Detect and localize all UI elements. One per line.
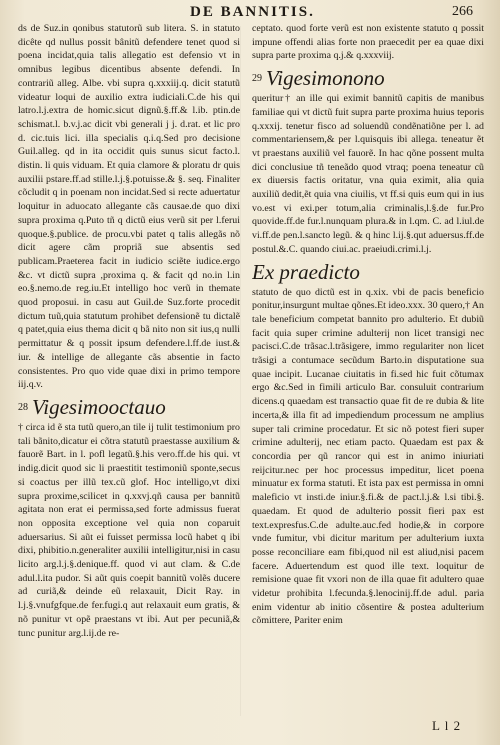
paragraph-continued: ds de Suz.in qonibus statutorũ sub litera. S. in statuto dicête qd nullus possit bânitũ defendere tenet quod si poena incidat,quia talis allegatio est defensio vt in omnibus legibus dicentibus absente defendi. In contrariũ alleg. Albe. vbi supra q.xxxiij.q. dicit statutũ videatur loqui de auxilio extra iudiciali.C.de his qui latro.l.j.extra de homic.sicut dignũ.§.ff.& l.ib. ptin.de schismat.l. b.v.j.ac dicit vbi generali j j. d.rat. et lic pro d. cic.tuis lici. illa specialis q.i.q.Sed pro decisione Guil.alleg. qd in ita occidit quis sunus sicut facto.l. distin. li quis viduam. Et quia clamore & ploratu dr quis auxilii pstare.ff.ad stille.l.j.§.potuisse.& §. seq. Finaliter cõcludit q in poenam non incidat.Sed si recte aduertatur loquitur in aduocato allegante cãs causae.de quo dixi supra proxima q.Puto tñ q dictũ eius verũ sit per l.ferui quoque.§.publice. de procu.vbi patet q talis allegãs nõ dicit agere cãm propriã sue absentis sed publicam.Praeterea facit in iudicio sciẽte iudice.ergo &c. vt dictũ supra ,proxima q. & facit qd no.in l.in eo.§.nemo.de reg.iu.Et intelligo hoc verũ in themate quod proposui. in casu aut Guil.de Suz.forte procedit dictum tuũ,quia statutum prohibet defensionẽ tu dictalẽ q patet,quia eius thema dicit q bã nito non sit ius,q nulli permittatur & q possit ipsum defendere.l.ff.de iust.& iur. & intellige de allegante cãs absentie in facto consistentes. Pro quo vide quae dixi in primo tempore iij.q.v.: [18, 23, 240, 391]
section-28-text: † circa id ẽ sta tutũ quero,an tile ij tulit testimonium pro tali bãnito,dicatur ei cõtra statutũ praestasse auxilium & fauorẽ Bart. in l. pofl legatũ.§.his vero.ff.de his qui. vt indig.dicit quod sic li praestitit testimoniũ sponte,secus si coactus per illũ tex.cũ glof. Hoc intelligo,vt dixi supra proxime,scilicet in q.xxvj.qñ causa per bannitũ agitata non erat ei permissa,sed forte admissus fuerat non opposita exceptione vel quia non coparuit aduersarius. Si aũt ei fuisset permissa locũ habet q ibi dixi, phibitio.n.generaliter auxilii intelligitur,nisi in casu licito arg.l.j.§.denique.ff. quod vi aut clam. & C.de adul.l.ita pudor. Si aũt quis coepit bannitũ volẽs ducere ad curiã,& deinde eũ relaxauit, Dicit Ray. in l.j.§.vnufgfque.de fer.fugi.q aut relaxauit eum gratis, & nõ punitur vt opẽ praestans vt ibi. Aut per pecuniã,& tunc punitur arg.l.ij.de re-: [18, 421, 240, 639]
expraedicto-initial-words: Ex praedicto: [252, 259, 360, 284]
expraedicto-heading: [252, 260, 484, 285]
paragraph-continued-right: ceptato. quod forte verũ est non existente statuto q possit impune offendi alias forte non praecedit per ea quae dixi supra parte proxima q.j.& q.xxxviij.: [252, 23, 484, 62]
right-column: [252, 22, 484, 712]
left-column: [18, 22, 240, 712]
page-header: [0, 4, 500, 22]
section-29-heading: [252, 66, 484, 91]
expraedicto-text: [252, 286, 484, 629]
column-gutter: [240, 26, 241, 716]
section-30-text: quero,† An tale beneficium competat bannito pro adulterio. Et dubiũ facit quia super crimine adulterij non licet transigi nec pacisci.C.de trãsac.l.trãsigere, immo regulariter non licet trãsigi a contumace secũdum Barto.in disputatione sua quae incipit. Lucanae ciuitatis in fi.sed hic fuit cõtumax ergo &c.Sed in fimili articulo Bar. consuluit contrarium dicens.q quaedam est transactio quae fit de re dubia & lite incerta,& illa fit ad impediendum processum ne amplius super tali crimine procedatur. Et sic nõ potest fieri super crimine adulterij, nec etiam pacto. Quaedam est pax & concordia per qũ rancor qui est in animo iniuriati reijcitur.nec per hoc processus impeditur, licet poena minuatur ex forma statuti. Et ista pax est permissa in omni maleficio vt insti.de iniur.§.fi.& de pact.l.j.& l.si tibi.§. quaedam. Et quod de adulterio possit fieri pax est text.expresfus.C.de adulte.auc.fed hodie,& in corpore vnde fumitur, vbi dicitur maritum per adulterium iuxta posse reconciliare eam fibi,quod nil est aliud,nisi pacem facere. Aduertendum est quod ille text. loquitur de remisione quae fit vxori non de illa quae fit adultero quae videtur prohibita l.fecunda.§.lenocinij.ff.de adul. paria enim videntur ab initio cõsentire & postea adulterium cõmittere, Pariter enim: [252, 300, 484, 627]
signature-mark: L l 2: [432, 718, 462, 733]
section-29-text: queritur† an ille qui eximit bannitũ capitis de manibus familiae qui vt dictũ fuit supra parte proxima huius teporis q.xxxij. tenetur fisco ad soluendũ condẽnatiõne per l. ad commentariensem,& per l.quisquis ibi allega. teneatur ẽt vt praestans auxiliũ vel fauorẽ. In hac qõne possent multa dici conclusiue tñ teneãdo quod vtraq; poena teneatur cũ ex diuersis factis oritatur, vna quia eximit, alia quia auxiliũ dedit,ẽt quia vna ciuilis, vt ff.si quis eum qui in ius vo.est vi exi.per totum,alia criminalis,l.§.de fur.Pro quovide.ff.de fur.l.nunquam plura.& in l.qm. C. ad l.iul.de vi.ff.de pen.l.sancto legũ. & q hinc l.ij.§.qut aduersus.ff.de postul.&.C. quando ciui.ac. praeiudi.crimi.l.j.: [252, 93, 484, 255]
section-28-number: 28: [18, 401, 28, 413]
section-29-number: 29: [252, 73, 262, 85]
section-28-initial-word: Vigesimooctauo: [32, 394, 166, 419]
section-30-number: 30: [427, 300, 438, 312]
running-title: DE BANNITIS.: [190, 4, 315, 20]
section-28-heading: [18, 395, 240, 420]
folio-number: 266: [452, 4, 473, 19]
section-29-initial-word: Vigesimonono: [266, 66, 385, 91]
expraedicto-intro: statuto de quo dictũ est in q.xix. vbi de pacis beneficio ponitur,insurgunt multae qõnes.Et ideo.xxx.: [252, 286, 484, 312]
